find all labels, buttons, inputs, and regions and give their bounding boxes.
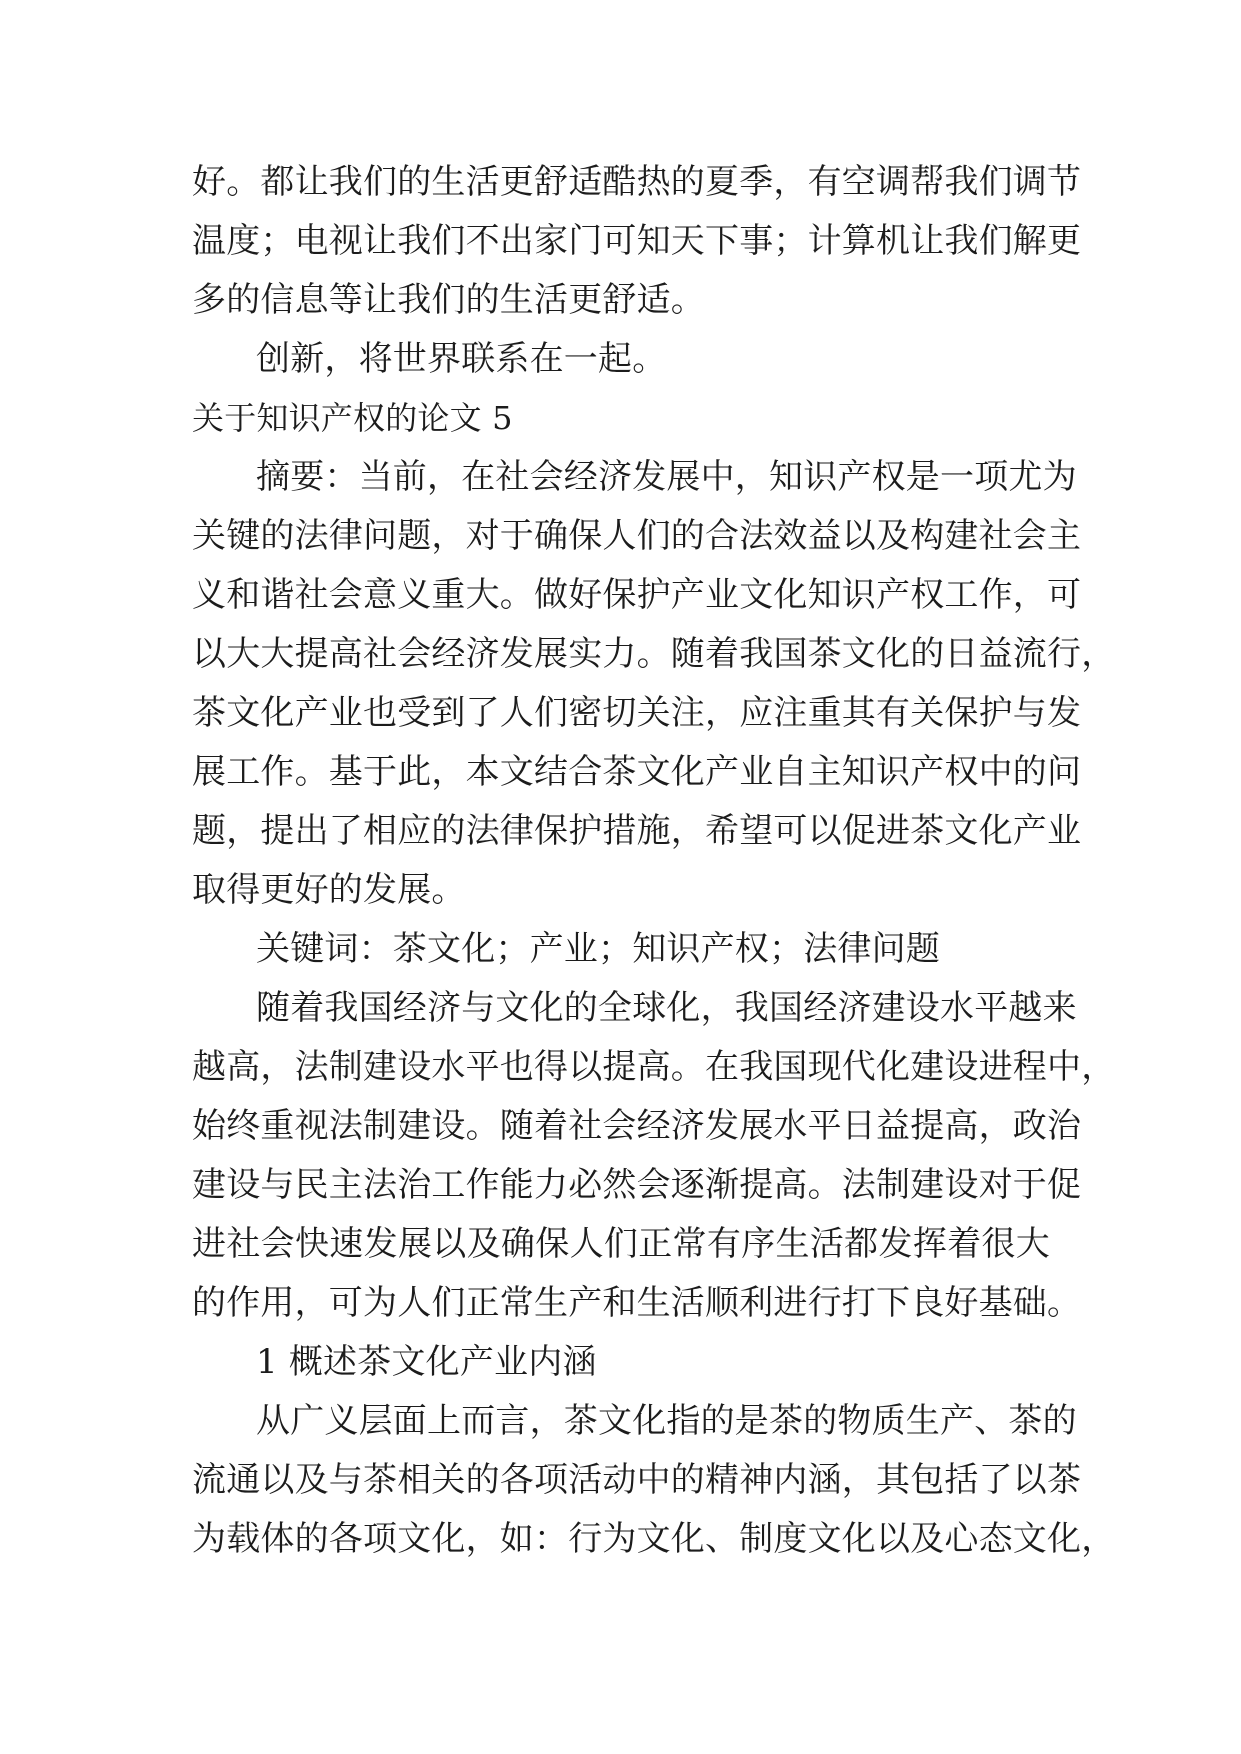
abstract-line: 展工作。基于此，本文结合茶文化产业自主知识产权中的问 (192, 752, 1082, 792)
paragraph-line: 为载体的各项文化，如：行为文化、制度文化以及心态文化， (192, 1519, 1116, 1559)
paragraph-line: 随着我国经济与文化的全球化，我国经济建设水平越来 (256, 988, 1077, 1028)
abstract-line: 以大大提高社会经济发展实力。随着我国茶文化的日益流行， (192, 634, 1116, 674)
abstract-line: 取得更好的发展。 (192, 870, 466, 910)
abstract-line: 题，提出了相应的法律保护措施，希望可以促进茶文化产业 (192, 811, 1082, 851)
paragraph-line: 创新，将世界联系在一起。 (256, 339, 667, 379)
abstract-line: 关键的法律问题，对于确保人们的合法效益以及构建社会主 (192, 516, 1082, 556)
abstract-line: 义和谐社会意义重大。做好保护产业文化知识产权工作，可 (192, 575, 1082, 615)
paragraph-line: 始终重视法制建设。随着社会经济发展水平日益提高，政治 (192, 1106, 1082, 1146)
paragraph-line: 建设与民主法治工作能力必然会逐渐提高。法制建设对于促 (192, 1165, 1082, 1205)
paragraph-line: 的作用，可为人们正常生产和生活顺利进行打下良好基础。 (192, 1283, 1082, 1323)
paragraph-line: 好。都让我们的生活更舒适酷热的夏季，有空调帮我们调节 (192, 162, 1082, 202)
paragraph-line: 多的信息等让我们的生活更舒适。 (192, 280, 705, 320)
paragraph-line: 进社会快速发展以及确保人们正常有序生活都发挥着很大 (192, 1224, 1050, 1264)
paragraph-line: 从广义层面上而言，茶文化指的是茶的物质生产、茶的 (256, 1401, 1077, 1441)
abstract-line: 摘要：当前，在社会经济发展中，知识产权是一项尤为 (256, 457, 1077, 497)
section-title: 关于知识产权的论文 5 (192, 399, 513, 437)
paragraph-line: 流通以及与茶相关的各项活动中的精神内涵，其包括了以茶 (192, 1460, 1082, 1500)
keywords-line: 关键词：茶文化；产业；知识产权；法律问题 (256, 929, 940, 969)
paragraph-line: 温度；电视让我们不出家门可知天下事；计算机让我们解更 (192, 221, 1082, 261)
paragraph-line: 越高，法制建设水平也得以提高。在我国现代化建设进程中， (192, 1047, 1116, 1087)
subsection-title: 1 概述茶文化产业内涵 (256, 1342, 597, 1382)
abstract-line: 茶文化产业也受到了人们密切关注，应注重其有关保护与发 (192, 693, 1082, 733)
